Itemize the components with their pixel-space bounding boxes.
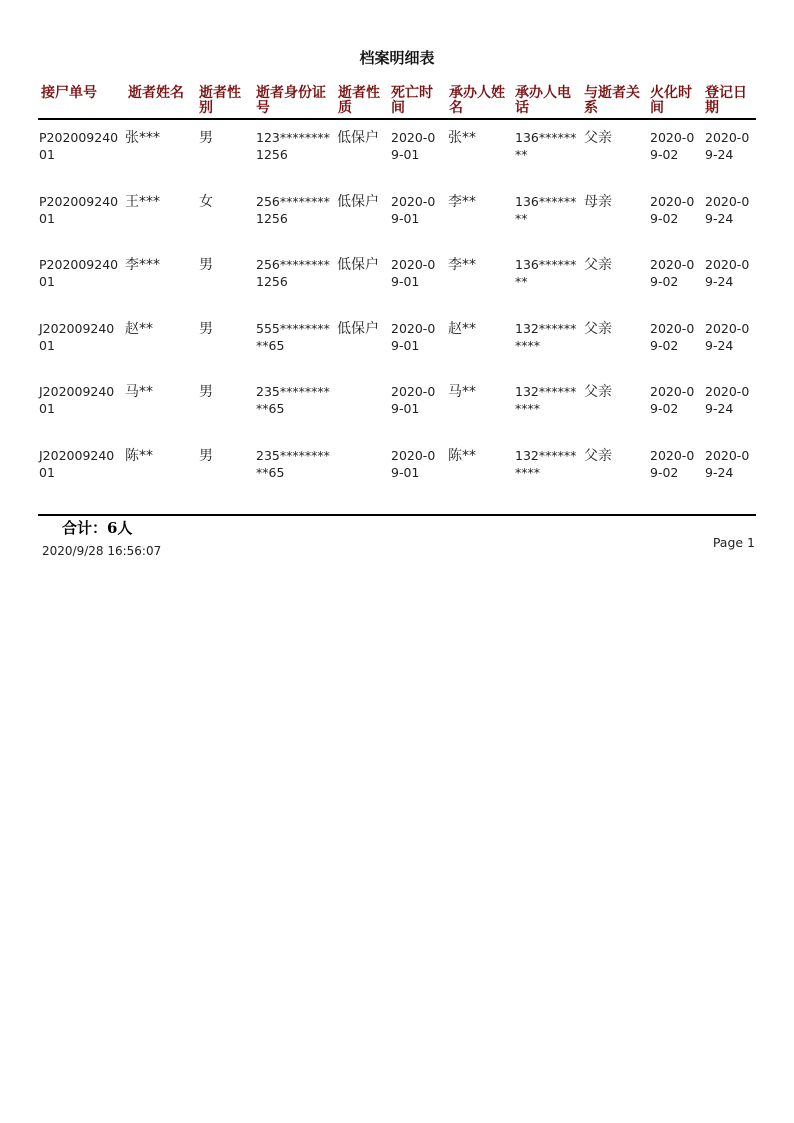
cell-agent: 李**	[448, 194, 476, 210]
cell-relation: 父亲	[584, 130, 612, 146]
column-header-id: 接尸单号	[41, 85, 97, 101]
cell-relation: 父亲	[584, 321, 612, 337]
cell-idcard: 235**********65	[256, 384, 330, 416]
cell-nature: 低保户	[337, 194, 379, 210]
cell-register: 2020-09-24	[705, 321, 750, 353]
column-header-phone: 承办人电话	[515, 85, 571, 116]
cell-death: 2020-09-01	[391, 321, 436, 353]
column-header-relation: 与逝者关系	[584, 85, 640, 116]
cell-name: 赵**	[125, 321, 153, 337]
cell-cremation: 2020-09-02	[650, 321, 695, 353]
column-header-cremation: 火化时间	[650, 85, 692, 116]
cell-name: 陈**	[125, 448, 153, 464]
cell-gender: 女	[199, 194, 213, 210]
cell-phone: 136********	[515, 257, 577, 289]
cell-name: 张***	[125, 130, 160, 146]
cell-phone: 132**********	[515, 448, 577, 480]
cell-relation: 父亲	[584, 257, 612, 273]
cell-id: J20200924001	[39, 448, 115, 480]
cell-id: P20200924001	[39, 194, 119, 226]
cell-cremation: 2020-09-02	[650, 130, 695, 162]
cell-phone: 132**********	[515, 321, 577, 353]
column-header-register: 登记日期	[705, 85, 747, 116]
cell-agent: 陈**	[448, 448, 476, 464]
cell-id: J20200924001	[39, 321, 115, 353]
cell-idcard: 256********1256	[256, 194, 330, 226]
cell-gender: 男	[199, 321, 213, 337]
cell-register: 2020-09-24	[705, 194, 750, 226]
cell-register: 2020-09-24	[705, 130, 750, 162]
footer-divider	[38, 514, 756, 516]
cell-gender: 男	[199, 130, 213, 146]
cell-phone: 132**********	[515, 384, 577, 416]
cell-register: 2020-09-24	[705, 448, 750, 480]
column-header-nature: 逝者性质	[338, 85, 380, 116]
cell-cremation: 2020-09-02	[650, 384, 695, 416]
cell-id: P20200924001	[39, 130, 119, 162]
cell-gender: 男	[199, 257, 213, 273]
cell-death: 2020-09-01	[391, 130, 436, 162]
cell-register: 2020-09-24	[705, 384, 750, 416]
cell-death: 2020-09-01	[391, 194, 436, 226]
report-title: 档案明细表	[359, 49, 435, 67]
column-header-death: 死亡时间	[391, 85, 433, 116]
cell-gender: 男	[199, 448, 213, 464]
cell-nature: 低保户	[337, 257, 379, 273]
column-header-idcard: 逝者身份证号	[256, 85, 326, 116]
cell-name: 王***	[125, 194, 160, 210]
cell-phone: 136********	[515, 194, 577, 226]
cell-cremation: 2020-09-02	[650, 194, 695, 226]
cell-cremation: 2020-09-02	[650, 448, 695, 480]
cell-gender: 男	[199, 384, 213, 400]
cell-agent: 李**	[448, 257, 476, 273]
cell-agent: 马**	[448, 384, 476, 400]
total-count: 合计：6人	[62, 519, 133, 537]
header-divider	[38, 118, 756, 120]
cell-death: 2020-09-01	[391, 448, 436, 480]
cell-relation: 父亲	[584, 448, 612, 464]
column-header-gender: 逝者性别	[199, 85, 241, 116]
cell-agent: 赵**	[448, 321, 476, 337]
cell-death: 2020-09-01	[391, 257, 436, 289]
cell-relation: 母亲	[584, 194, 612, 210]
cell-nature: 低保户	[337, 130, 379, 146]
cell-idcard: 256********1256	[256, 257, 330, 289]
column-header-name: 逝者姓名	[128, 85, 184, 101]
cell-idcard: 555**********65	[256, 321, 330, 353]
cell-relation: 父亲	[584, 384, 612, 400]
print-timestamp: 2020/9/28 16:56:07	[42, 544, 162, 558]
cell-death: 2020-09-01	[391, 384, 436, 416]
cell-cremation: 2020-09-02	[650, 257, 695, 289]
cell-nature: 低保户	[337, 321, 379, 337]
cell-name: 李***	[125, 257, 160, 273]
cell-id: P20200924001	[39, 257, 119, 289]
cell-phone: 136********	[515, 130, 577, 162]
page-number: Page 1	[712, 535, 755, 550]
cell-name: 马**	[125, 384, 153, 400]
column-header-agent: 承办人姓名	[449, 85, 505, 116]
cell-register: 2020-09-24	[705, 257, 750, 289]
cell-idcard: 123********1256	[256, 130, 330, 162]
cell-id: J20200924001	[39, 384, 115, 416]
cell-idcard: 235**********65	[256, 448, 330, 480]
cell-agent: 张**	[448, 130, 476, 146]
